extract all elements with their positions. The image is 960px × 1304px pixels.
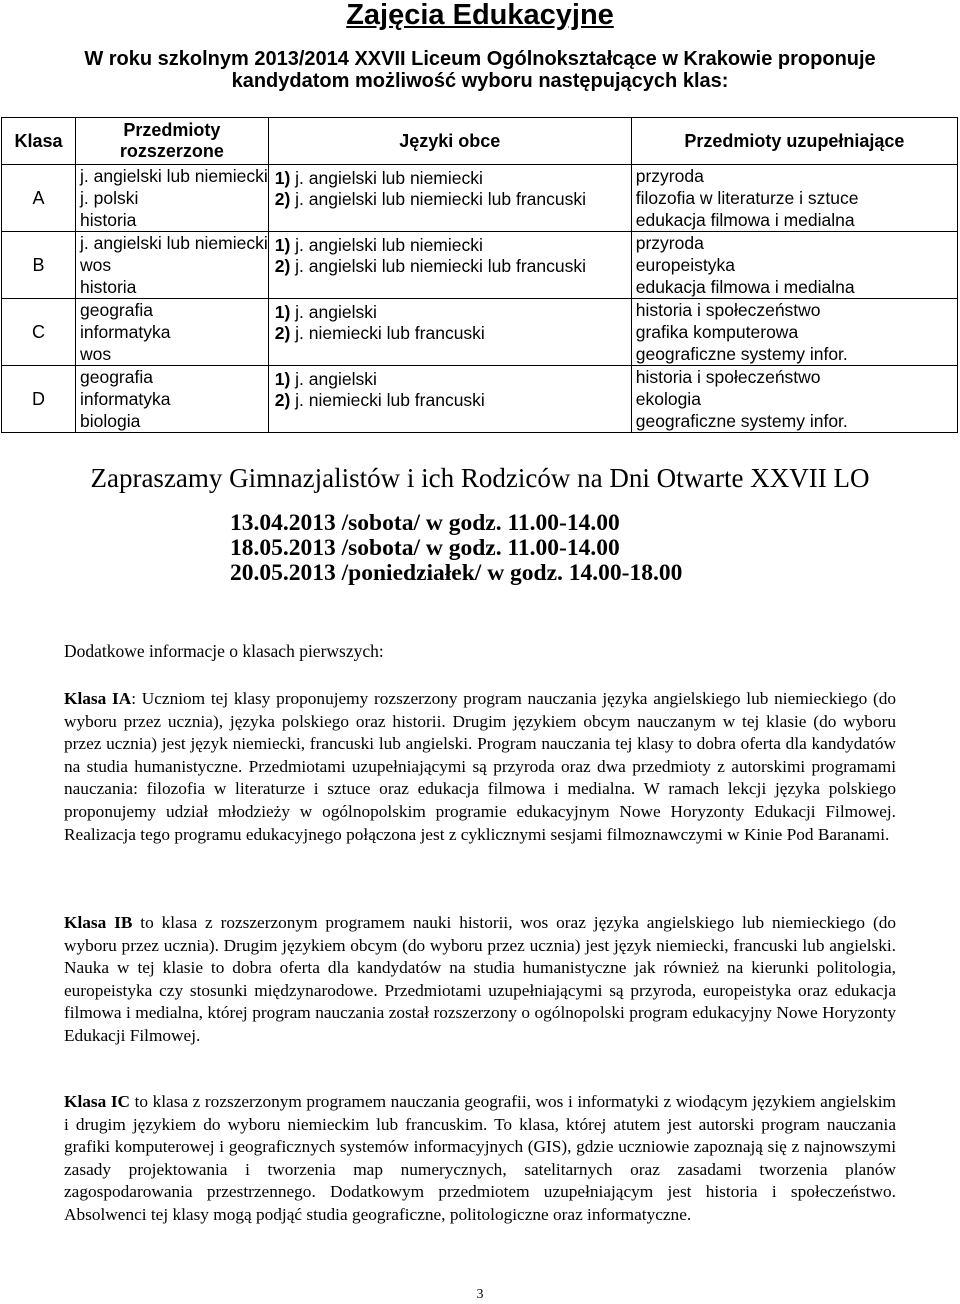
- extended-subjects-cell: [76, 299, 269, 366]
- header-przedmioty-uzupelniajace: Przedmioty uzupełniające: [631, 118, 957, 165]
- subject-item: geografia: [80, 300, 153, 320]
- language-item: [275, 369, 631, 390]
- language-number: 2): [274, 256, 291, 276]
- paragraph-lead: Klasa IB: [64, 913, 133, 932]
- subject-item: informatyka: [80, 389, 171, 409]
- languages-cell: [268, 366, 631, 433]
- paragraph-text: to klasa z rozszerzonym programem nauczania geografii, wos i informatyki z wiodącym językiem angielskim i drugim językiem do wyboru niemieckim lub francuskim. To klasa, której atutem jest autorski program nauczania grafiki komputerowej i geograficznych systemów informacyjnych (GIS), gdzie uczniowie zapoznają się z najnowszymi zasady projektowania i tworzenia map numerycznych, satelitarnych oraz zasadami tworzenia planów zagospodarowania przestrzennego. Dodatkowym przedmiotem uzupełniającym jest historia i społeczeństwo. Absolwenci tej klasy mogą podjąć studia geograficzne, politologiczne oraz informatyczne.: [64, 1092, 896, 1224]
- open-day-date: 13.04.2013 /sobota/ w godz. 11.00-14.00: [230, 510, 620, 536]
- language-item: [275, 256, 631, 277]
- class-ib-description: [64, 912, 896, 1048]
- supplementary-subjects-cell: [631, 299, 957, 366]
- language-text: j. angielski lub niemiecki: [290, 168, 483, 188]
- language-text: j. angielski: [290, 302, 377, 322]
- supplementary-subjects-cell: [631, 232, 957, 299]
- table-header-row: [2, 118, 958, 165]
- intro-line-1: W roku szkolnym 2013/2014 XXVII Liceum Ogólnokształcące w Krakowie proponuje: [84, 48, 876, 70]
- subject-item: j. polski: [80, 188, 139, 208]
- class-letter: D: [2, 366, 76, 433]
- subject-item: j. angielski lub niemiecki: [80, 166, 268, 186]
- supplementary-subjects-cell: [631, 165, 957, 232]
- language-number: 2): [274, 390, 291, 410]
- language-text: j. niemiecki lub francuski: [290, 323, 485, 343]
- languages-cell: [268, 165, 631, 232]
- language-text: j. angielski lub niemiecki lub francuski: [290, 256, 586, 276]
- open-day-date: 20.05.2013 /poniedziałek/ w godz. 14.00-18.00: [230, 560, 683, 586]
- supplementary-item: historia i społeczeństwo: [635, 367, 821, 387]
- paragraph-text: to klasa z rozszerzonym programem nauki historii, wos oraz języka angielskiego lub niemieckiego (do wyboru przez ucznia). Drugim językiem obcym (do wyboru przez ucznia) jest język niemiecki, francuski lub angielski. Nauka w tej klasie to dobra oferta dla kandydatów na studia humanistyczne jak również na kierunki politologia, europeistyka czy stosunki międzynarodowe. Przedmiotami uzupełniającymi są przyroda, europeistyka oraz edukacja filmowa i medialna, której program nauczania został rozszerzony o ogólnopolski program edukacyjny Nowe Horyzonty Edukacji Filmowej.: [64, 913, 896, 1045]
- extended-subjects-cell: [76, 232, 269, 299]
- language-number: 1): [274, 168, 291, 188]
- open-days-dates: [230, 511, 682, 586]
- page-title: Zajęcia Edukacyjne: [346, 0, 614, 31]
- class-letter: C: [2, 299, 76, 366]
- supplementary-item: edukacja filmowa i medialna: [635, 277, 855, 297]
- extended-subjects-cell: [76, 366, 269, 433]
- intro-text: [60, 48, 900, 92]
- supplementary-item: grafika komputerowa: [635, 322, 799, 342]
- language-number: 1): [274, 235, 291, 255]
- header-przedmioty-line2: rozszerzone: [119, 141, 224, 161]
- subject-item: historia: [80, 277, 137, 297]
- table-row: [2, 366, 958, 433]
- language-item: [275, 302, 631, 323]
- open-days-invitation: Zapraszamy Gimnazjalistów i ich Rodziców na Dni Otwarte XXVII LO: [90, 463, 870, 493]
- subject-item: historia: [80, 210, 137, 230]
- language-number: 1): [274, 369, 291, 389]
- table-row: [2, 232, 958, 299]
- header-przedmioty-line1: Przedmioty: [123, 120, 221, 140]
- supplementary-item: historia i społeczeństwo: [635, 300, 821, 320]
- language-text: j. niemiecki lub francuski: [290, 390, 485, 410]
- supplementary-item: europeistyka: [635, 255, 735, 275]
- supplementary-item: geograficzne systemy infor.: [635, 411, 848, 431]
- supplementary-item: ekologia: [635, 389, 701, 409]
- language-number: 2): [274, 189, 291, 209]
- language-item: [275, 323, 631, 344]
- supplementary-item: edukacja filmowa i medialna: [635, 210, 855, 230]
- header-klasa: Klasa: [2, 118, 76, 165]
- subject-item: j. angielski lub niemiecki: [80, 233, 268, 253]
- language-text: j. angielski lub niemiecki: [290, 235, 483, 255]
- supplementary-item: przyroda: [635, 166, 704, 186]
- subject-item: biologia: [80, 411, 141, 431]
- supplementary-item: filozofia w literaturze i sztuce: [635, 188, 859, 208]
- language-number: 1): [274, 302, 291, 322]
- class-ia-description: [64, 688, 896, 846]
- table-row: [2, 299, 958, 366]
- subject-item: informatyka: [80, 322, 171, 342]
- table-row: [2, 165, 958, 232]
- supplementary-item: geograficzne systemy infor.: [635, 344, 848, 364]
- classes-table: [1, 117, 958, 433]
- languages-cell: [268, 232, 631, 299]
- language-text: j. angielski lub niemiecki lub francuski: [290, 189, 586, 209]
- language-text: j. angielski: [290, 369, 377, 389]
- open-day-date: 18.05.2013 /sobota/ w godz. 11.00-14.00: [230, 535, 620, 561]
- supplementary-item: przyroda: [635, 233, 704, 253]
- paragraph-lead: Klasa IC: [64, 1092, 131, 1111]
- language-item: [275, 390, 631, 411]
- languages-cell: [268, 299, 631, 366]
- intro-line-2: kandydatom możliwość wyboru następujących klas:: [231, 70, 729, 92]
- supplementary-subjects-cell: [631, 366, 957, 433]
- paragraph-lead: Klasa IA: [64, 689, 132, 708]
- subject-item: geografia: [80, 367, 153, 387]
- class-letter: A: [2, 165, 76, 232]
- header-jezyki-obce: Języki obce: [268, 118, 631, 165]
- class-letter: B: [2, 232, 76, 299]
- subject-item: wos: [80, 344, 112, 364]
- class-ic-description: [64, 1091, 896, 1227]
- language-item: [275, 168, 631, 189]
- language-item: [275, 235, 631, 256]
- language-number: 2): [274, 323, 291, 343]
- header-przedmioty-rozszerzone: [76, 118, 269, 165]
- page-number: 3: [476, 1287, 484, 1302]
- extended-subjects-cell: [76, 165, 269, 232]
- subject-item: wos: [80, 255, 112, 275]
- additional-info-heading: Dodatkowe informacje o klasach pierwszych:: [64, 641, 384, 661]
- language-item: [275, 189, 631, 210]
- paragraph-text: : Uczniom tej klasy proponujemy rozszerzony program nauczania języka angielskiego lub niemieckiego (do wyboru przez ucznia), języka polskiego oraz historii. Drugim językiem obcym nauczanym w tej klasie (do wyboru przez ucznia) jest język niemiecki, francuski lub angielski. Program nauczania tej klasy to dobra oferta dla kandydatów na studia humanistyczne. Przedmiotami uzupełniającymi są przyroda oraz dwa przedmioty z autorskimi programami nauczania: filozofia w literaturze i sztuce oraz edukacja filmowa i medialna. W ramach lekcji języka polskiego proponujemy udział młodzieży w ogólnopolskim programie edukacyjnym Nowe Horyzonty Edukacji Filmowej. Realizacja tego programu edukacyjnego połączona jest z cyklicznymi sesjami filmoznawczymi w Kinie Pod Baranami.: [64, 689, 897, 844]
